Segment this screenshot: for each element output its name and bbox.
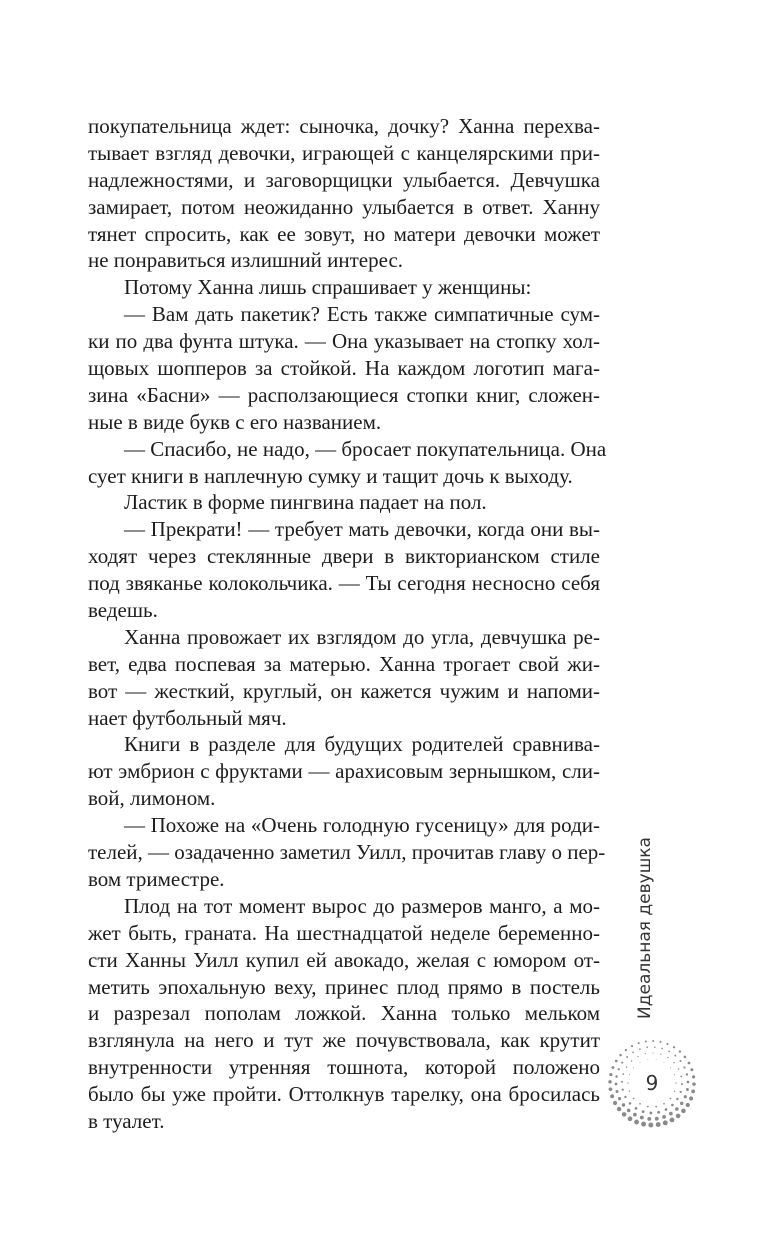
paragraph [88,731,600,812]
text-line: сти Ханны Уилл купил ей авокадо, желая с юмором от- [88,947,600,972]
text-line: Ханна провожает их взглядом до угла, девчушка ре- [124,624,600,649]
text-line: в туалет. [88,1108,165,1133]
paragraph [88,274,600,301]
text-line: — Похоже на «Очень голодную гусеницу» для роди- [124,813,600,838]
text-line: нает футбольный мяч. [88,705,287,730]
text-line: ют эмбрион с фруктами — арахисовым зернышком, сли- [88,759,600,784]
text-line: — Прекрати! — требует мать девочки, когда они вы- [124,517,600,542]
text-line: тывает взгляд девочки, играющей с канцелярскими при- [88,140,600,165]
text-line: ходят через стеклянные двери в викторианском стиле [88,544,600,569]
text-line: метить эпохальную веху, принес плод прямо в постель [88,974,600,999]
text-line: покупательница ждет: сыночка, дочку? Ханна перехва- [88,114,600,138]
paragraph [88,489,600,516]
text-line: Потому Ханна лишь спрашивает у женщины: [124,275,532,300]
paragraph [88,624,600,732]
text-line: надлежностями, и заговорщицки улыбается. Девчушка [88,167,600,192]
text-line: зина «Басни» — расползающиеся стопки книг, сложен- [88,382,600,407]
text-line: под звяканье колокольчика. — Ты сегодня несносно себя [88,571,600,596]
paragraph [88,436,607,490]
text-line: вой, лимоном. [88,786,216,811]
text-line: взглянула на него и тут же почувствовала, как крутит [88,1028,600,1053]
text-line: тянет спросить, как ее зовут, но матери девочки может [88,221,600,246]
text-line: Ластик в форме пингвина падает на пол. [124,490,487,515]
paragraph [88,301,600,435]
text-line: Плод на тот момент вырос до размеров манго, а мо- [124,893,600,918]
text-line: вет, едва поспевая за матерью. Ханна трогает свой жи- [88,651,600,676]
text-line: Книги в разделе для будущих родителей сравнива- [124,732,600,757]
text-line: щовых шопперов за стойкой. На каждом логотип мага- [88,356,600,381]
text-line: — Спасибо, не надо, — бросает покупательница. Она [124,436,607,461]
text-line: вом триместре. [88,866,225,891]
running-head: Идеальная девушка [635,837,655,1019]
text-line: замирает, потом неожиданно улыбается в ответ. Ханну [88,194,600,219]
text-line: ные в виде букв с его названием. [88,409,382,434]
text-line: ведешь. [88,598,158,623]
text-line: не понравиться излишний интерес. [88,248,404,273]
text-line: и разрезал пополам ложкой. Ханна только мельком [88,1001,600,1026]
page-number: 9 [645,1071,659,1095]
paragraph [88,113,600,274]
text-line: ки по два фунта штука. — Она указывает на стопку хол- [88,329,600,354]
text-line: вот — жесткий, круглый, он кажется чужим и напоми- [88,678,600,703]
text-line: жет быть, граната. На шестнадцатой неделе беременно- [88,920,600,945]
paragraph [88,812,606,893]
text-line: — Вам дать пакетик? Есть также симпатичные сум- [124,302,600,327]
text-line: было бы уже пройти. Оттолкнув тарелку, она бросилась [88,1082,600,1107]
body-text [88,113,607,1135]
text-line: сует книги в наплечную сумку и тащит дочь к выходу. [88,463,573,488]
text-line: внутренности утренняя тошнота, которой положено [88,1055,600,1080]
text-line: телей, — озадаченно заметил Уилл, прочитав главу о пер- [88,840,606,865]
page-number-ornament [606,1037,698,1129]
paragraph [88,893,600,1135]
paragraph [88,516,600,624]
